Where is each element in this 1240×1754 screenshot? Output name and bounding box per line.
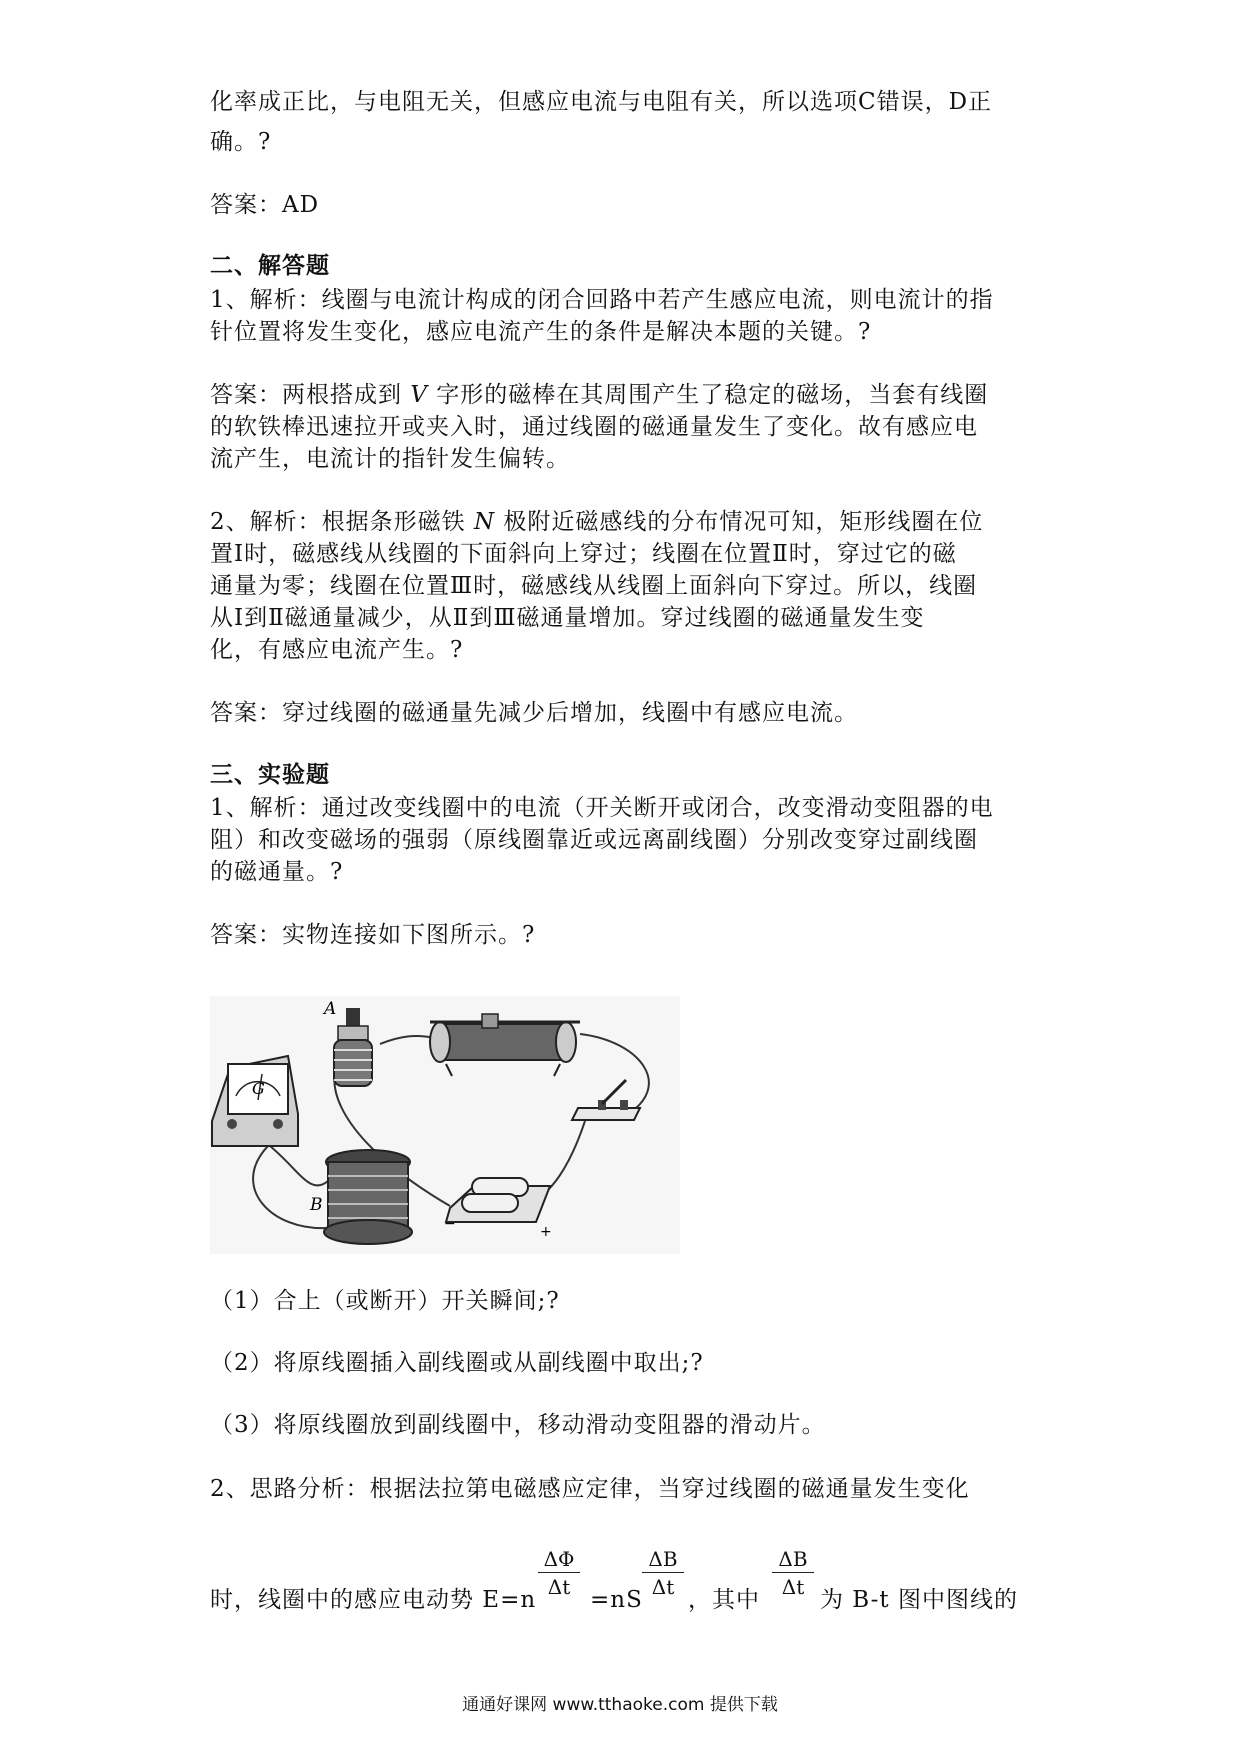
text-line: 置Ⅰ时，磁感线从线圈的下面斜向上穿过；线圈在位置Ⅱ时，穿过它的磁 xyxy=(210,541,957,567)
text-segment: 答案：两根搭成到 xyxy=(210,382,411,408)
answer-line xyxy=(210,380,988,410)
battery-plus: + xyxy=(540,1224,552,1240)
text-line xyxy=(210,507,983,537)
italic-symbol: V xyxy=(410,382,428,408)
text-line: 2、思路分析：根据法拉第电磁感应定律，当穿过线圈的磁通量发生变化 xyxy=(210,1476,970,1502)
formula-text: 为 B-t 图中图线的 xyxy=(820,1587,1018,1613)
fraction-db-dt xyxy=(772,1546,814,1599)
formula-text: 时，线圈中的感应电动势 E=n xyxy=(210,1587,537,1613)
formula-text: ，其中 xyxy=(688,1587,760,1613)
text-line: 确。? xyxy=(210,129,272,155)
formula-text: =nS xyxy=(590,1587,643,1613)
text-line: 阻）和改变磁场的强弱（原线圈靠近或远离副线圈）分别改变穿过副线圈 xyxy=(210,827,978,853)
section-heading: 二、解答题 xyxy=(210,253,330,279)
text-segment: 极附近磁感线的分布情况可知，矩形线圈在位 xyxy=(495,509,984,535)
fraction-db-dt xyxy=(642,1546,684,1599)
page-footer: 通通好课网 www.tthaoke.com 提供下载 xyxy=(462,1695,778,1715)
text-line: 1、解析：通过改变线圈中的电流（开关断开或闭合，改变滑动变阻器的电 xyxy=(210,795,994,821)
coil-B-label: B xyxy=(310,1195,323,1215)
text-line: 化，有感应电流产生。? xyxy=(210,637,464,663)
circuit-diagram xyxy=(210,996,680,1254)
coil-A-label: A xyxy=(324,999,337,1019)
battery-minus: − xyxy=(444,1216,456,1232)
text-line: 1、解析：线圈与电流计构成的闭合回路中若产生感应电流，则电流计的指 xyxy=(210,287,994,313)
text-line: 流产生，电流计的指针发生偏转。 xyxy=(210,446,570,472)
fraction-numerator: ΔB xyxy=(642,1546,684,1573)
text-segment: 字形的磁棒在其周围产生了稳定的磁场，当套有线圈 xyxy=(427,382,989,408)
step-line: （1）合上（或断开）开关瞬间;? xyxy=(210,1288,560,1314)
fraction-denominator: Δt xyxy=(651,1575,675,1599)
text-line: 化率成正比，与电阻无关，但感应电流与电阻有关，所以选项C错误，D正 xyxy=(210,89,993,115)
galvanometer-label: G xyxy=(252,1079,265,1098)
fraction-denominator: Δt xyxy=(547,1575,571,1599)
text-line: 针位置将发生变化，感应电流产生的条件是解决本题的关键。? xyxy=(210,319,872,345)
text-segment: 2、解析：根据条形磁铁 xyxy=(210,509,474,535)
text-line: 的磁通量。? xyxy=(210,859,344,885)
fraction-dphi-dt xyxy=(538,1546,580,1599)
fraction-numerator: ΔB xyxy=(772,1546,814,1573)
answer-line: 答案：AD xyxy=(210,192,320,218)
answer-line: 答案：穿过线圈的磁通量先减少后增加，线圈中有感应电流。 xyxy=(210,700,858,726)
italic-symbol: N xyxy=(473,509,496,535)
section-heading: 三、实验题 xyxy=(210,762,330,788)
fraction-numerator: ΔΦ xyxy=(538,1546,580,1573)
fraction-denominator: Δt xyxy=(781,1575,805,1599)
text-line: 通量为零；线圈在位置Ⅲ时，磁感线从线圈上面斜向下穿过。所以，线圈 xyxy=(210,573,978,599)
step-line: （2）将原线圈插入副线圈或从副线圈中取出;? xyxy=(210,1350,704,1376)
step-line: （3）将原线圈放到副线圈中，移动滑动变阻器的滑动片。 xyxy=(210,1412,826,1438)
text-line: 的软铁棒迅速拉开或夹入时，通过线圈的磁通量发生了变化。故有感应电 xyxy=(210,414,978,440)
answer-line: 答案：实物连接如下图所示。? xyxy=(210,922,536,948)
text-line: 从Ⅰ到Ⅱ磁通量减少，从Ⅱ到Ⅲ磁通量增加。穿过线圈的磁通量发生变 xyxy=(210,605,925,631)
